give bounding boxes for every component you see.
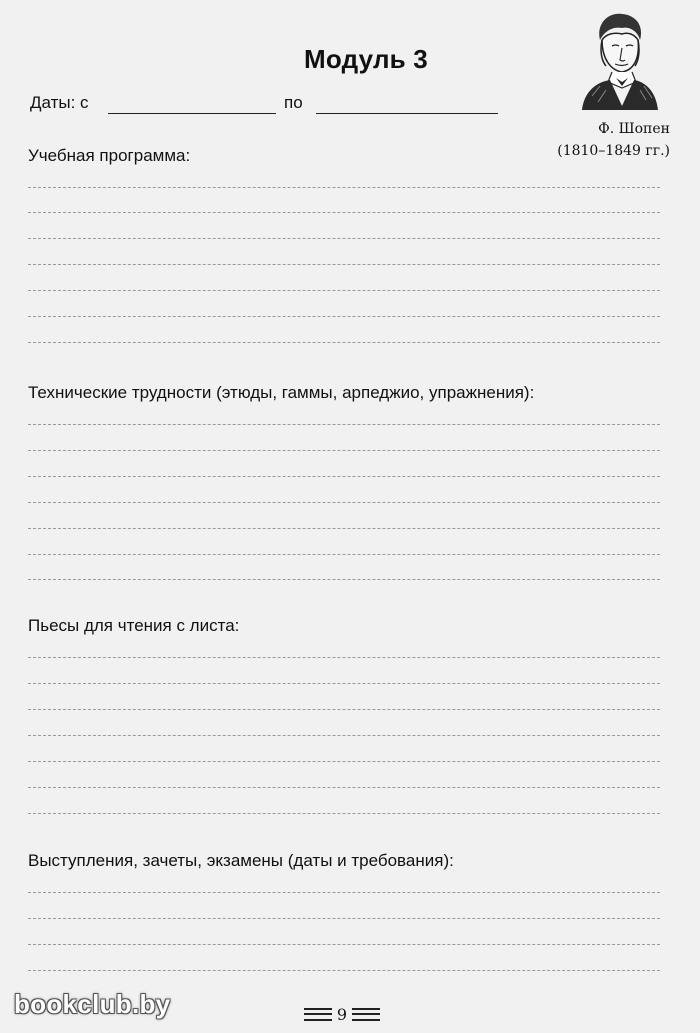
writing-line[interactable]	[28, 657, 660, 658]
writing-line[interactable]	[28, 579, 660, 580]
writing-line[interactable]	[28, 424, 660, 425]
composer-name: Ф. Шопен	[598, 121, 670, 137]
writing-line[interactable]	[28, 450, 660, 451]
writing-line[interactable]	[28, 316, 660, 317]
section-heading-sight-reading: Пьесы для чтения с листа:	[28, 616, 240, 635]
writing-line[interactable]	[28, 238, 660, 239]
writing-line[interactable]	[28, 918, 660, 919]
writing-line[interactable]	[28, 944, 660, 945]
footer-ornament-right	[352, 1008, 380, 1021]
writing-line[interactable]	[28, 290, 660, 291]
dates-from-label: Даты: с	[30, 93, 89, 112]
composer-portrait-icon	[578, 6, 658, 110]
site-watermark: bookclub.by	[14, 989, 171, 1019]
section-heading-performances: Выступления, зачеты, экзамены (даты и требования):	[28, 851, 454, 870]
writing-line[interactable]	[28, 502, 660, 503]
page-title: Модуль 3	[304, 44, 428, 74]
writing-line[interactable]	[28, 264, 660, 265]
page-number: 9	[336, 1005, 348, 1024]
section-heading-curriculum: Учебная программа:	[28, 146, 191, 165]
writing-line[interactable]	[28, 554, 660, 555]
writing-line[interactable]	[28, 787, 660, 788]
composer-years: (1810–1849 гг.)	[557, 143, 670, 159]
writing-line[interactable]	[28, 813, 660, 814]
writing-line[interactable]	[28, 476, 660, 477]
writing-line[interactable]	[28, 212, 660, 213]
footer-ornament-left	[304, 1008, 332, 1021]
writing-line[interactable]	[28, 761, 660, 762]
writing-line[interactable]	[28, 892, 660, 893]
writing-line[interactable]	[28, 709, 660, 710]
date-to-field[interactable]	[316, 113, 498, 114]
date-from-field[interactable]	[108, 113, 276, 114]
writing-line[interactable]	[28, 735, 660, 736]
dates-to-label: по	[284, 93, 303, 112]
writing-line[interactable]	[28, 528, 660, 529]
page-footer	[0, 1004, 684, 1024]
writing-line[interactable]	[28, 970, 660, 971]
writing-line[interactable]	[28, 683, 660, 684]
writing-line[interactable]	[28, 187, 660, 188]
writing-line[interactable]	[28, 342, 660, 343]
portrait-caption	[530, 118, 670, 162]
section-heading-technical: Технические трудности (этюды, гаммы, арпеджио, упражнения):	[28, 383, 535, 402]
